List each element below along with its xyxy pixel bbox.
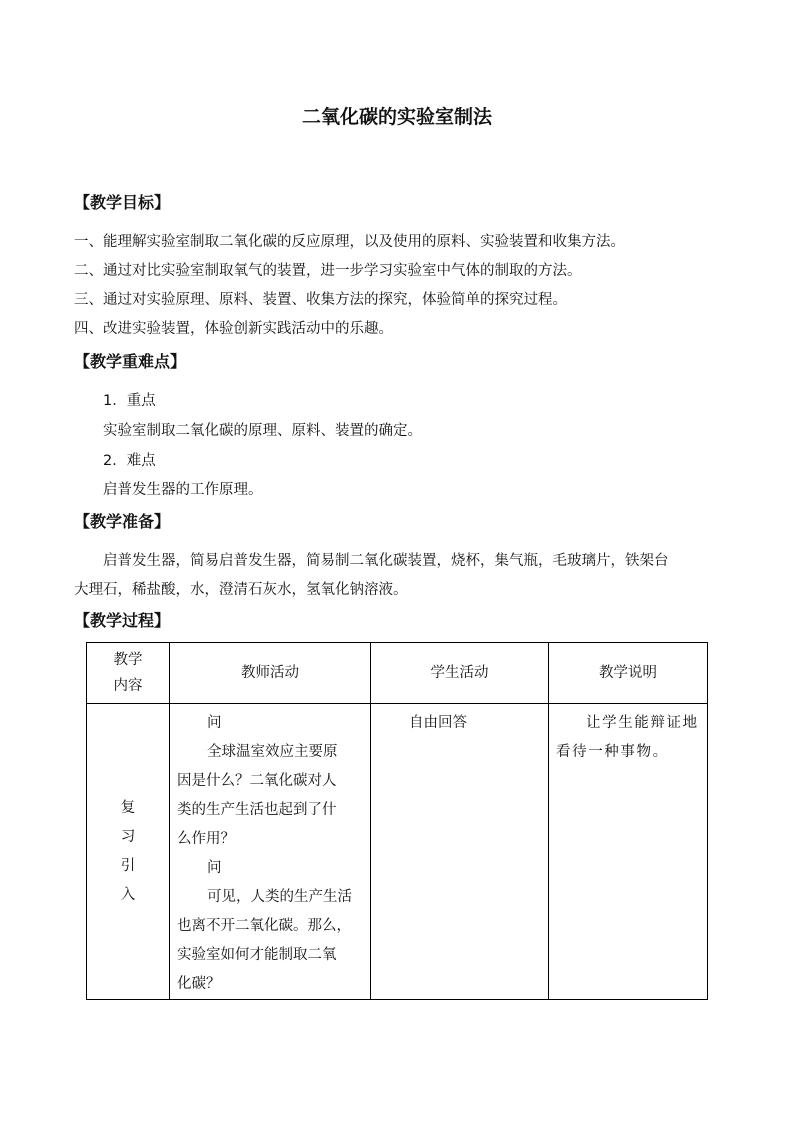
table-row [87,704,708,1000]
focus-label: 1．重点 [103,393,156,409]
section-heading-goals: 【教学目标】 [74,193,171,212]
section-heading-process: 【教学过程】 [74,611,171,630]
document-title: 二氧化碳的实验室制法 [301,106,492,128]
goal-item: 四、改进实验装置，体验创新实践活动中的乐趣。 [74,321,393,337]
goal-item: 二、通过对比实验室制取氧气的装置，进一步学习实验室中气体的制取的方法。 [74,263,582,279]
preparation-text-line2: 大理石，稀盐酸，水，澄清石灰水，氢氧化钠溶液。 [74,582,408,598]
header-content: 教学 内容 [87,643,170,704]
header-student-activity: 学生活动 [371,643,549,704]
section-heading-key-points: 【教学重难点】 [74,352,187,371]
goal-item: 一、能理解实验室制取二氧化碳的反应原理，以及使用的原料、实验装置和收集方法。 [74,234,625,250]
student-activity-cell: 自由回答 [371,704,549,1000]
header-teacher-activity: 教师活动 [170,643,371,704]
difficulty-text: 启普发生器的工作原理。 [103,482,263,498]
section-heading-preparation: 【教学准备】 [74,512,171,531]
difficulty-label: 2．难点 [103,453,156,469]
teaching-note-cell: 让学生能辩证地看待一种事物。 [549,704,708,1000]
teacher-activity-cell: 问 全球温室效应主要原 因是什么？二氧化碳对人 类的生产生活也起到了什 么作用？ 问 可见，人类的生产生活 也离不开二氧化碳。那么， 实验室如何才能制取二氧 化碳？ [170,704,371,1000]
goal-item: 三、通过对实验原理、原料、装置、收集方法的探究，体验简单的探究过程。 [74,292,567,308]
preparation-text-line1: 启普发生器，简易启普发生器，简易制二氧化碳装置，烧杯，集气瓶，毛玻璃片，铁架台 [103,553,669,569]
focus-text: 实验室制取二氧化碳的原理、原料、装置的确定。 [103,423,422,439]
stage-cell: 复 习 引 入 [87,704,170,1000]
header-teaching-note: 教学说明 [549,643,708,704]
teaching-process-table [86,642,708,1000]
table-header-row [87,643,708,704]
